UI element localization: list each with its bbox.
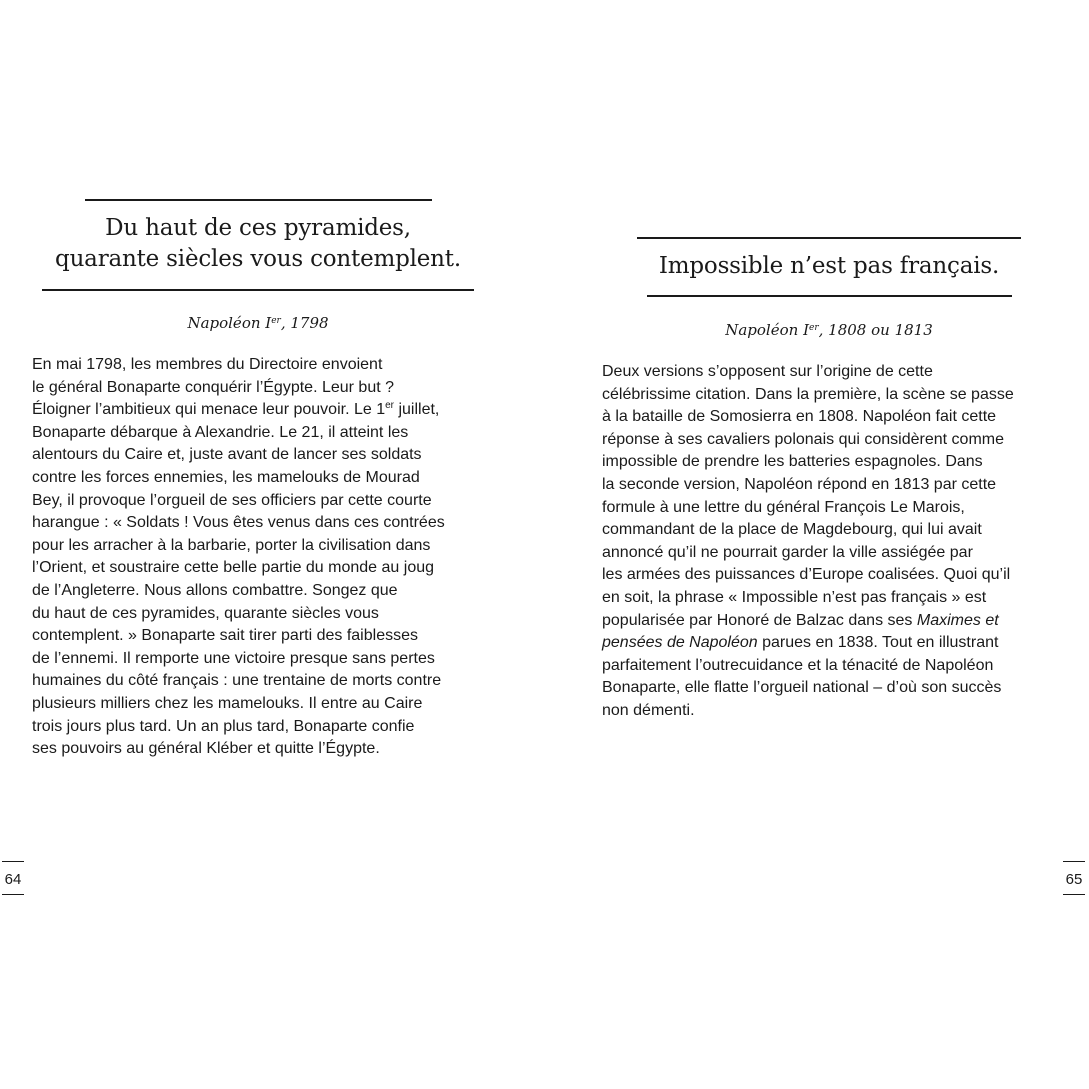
paragraph-line: réponse à ses cavaliers polonais qui considèrent comme [602, 430, 1004, 448]
paragraph-line: Éloigner l’ambitieux qui menace leur pouvoir. Le 1er juillet, [32, 400, 440, 419]
paragraph-line: en soit, la phrase « Impossible n’est pas français » est [602, 588, 987, 606]
paragraph-line: formule à une lettre du général François Le Marois, [602, 498, 965, 516]
paragraph-line: contre les forces ennemies, les mamelouks de Mourad [32, 468, 420, 486]
paragraph-line: non démenti. [602, 701, 695, 719]
paragraph-line: Bey, il provoque l’orgueil de ses officiers par cette courte [32, 491, 432, 509]
page-number-bottom-rule [1063, 894, 1085, 895]
title-top-rule [637, 237, 1021, 239]
paragraph-line: impossible de prendre les batteries espagnoles. Dans [602, 453, 983, 471]
page-number-bottom-rule [2, 894, 24, 895]
paragraph-line: les armées des puissances d’Europe coalisées. Quoi qu’il [602, 566, 1011, 584]
paragraph-line: de l’Angleterre. Nous allons combattre. Songez que [32, 581, 398, 599]
right-paragraph [602, 361, 1014, 723]
paragraph-line: En mai 1798, les membres du Directoire envoient [32, 356, 383, 373]
left-title-line2: quarante siècles vous contemplent. [55, 246, 461, 272]
page-number-right: 65 [1065, 871, 1083, 888]
page-number-top-rule [1063, 861, 1085, 862]
paragraph-line: plusieurs milliers chez les mamelouks. Il entre au Caire [32, 694, 423, 712]
paragraph-line: du haut de ces pyramides, quarante siècles vous [32, 604, 379, 622]
paragraph-line: annoncé qu’il ne pourrait garder la ville assiégée par [602, 543, 973, 561]
paragraph-line: harangue : « Soldats ! Vous êtes venus dans ces contrées [32, 514, 445, 532]
right-attribution: Napoléon Ier, 1808 ou 1813 [725, 321, 933, 339]
title-bottom-rule [647, 295, 1012, 297]
right-page [544, 0, 1089, 1089]
title-top-rule [85, 199, 432, 201]
paragraph-line: commandant de la place de Magdebourg, qui lui avait [602, 521, 982, 539]
paragraph-line: popularisée par Honoré de Balzac dans ses Maximes et [602, 611, 999, 629]
left-title [20, 213, 496, 275]
paragraph-line: ses pouvoirs au général Kléber et quitte l’Égypte. [32, 740, 380, 758]
left-page [0, 0, 544, 1089]
title-bottom-rule [42, 289, 474, 291]
paragraph-line: Bonaparte débarque à Alexandrie. Le 21, il atteint les [32, 423, 409, 441]
paragraph-line: pour les arracher à la barbarie, porter la civilisation dans [32, 536, 431, 554]
paragraph-line: trois jours plus tard. Un an plus tard, Bonaparte confie [32, 717, 415, 735]
left-attribution: Napoléon Ier, 1798 [187, 314, 329, 332]
paragraph-line: parfaitement l’outrecuidance et la ténacité de Napoléon [602, 656, 994, 674]
paragraph-line: le général Bonaparte conquérir l’Égypte. Leur but ? [32, 378, 395, 396]
paragraph-line: célébrissime citation. Dans la première, la scène se passe [602, 385, 1014, 403]
paragraph-line: de l’ennemi. Il remporte une victoire presque sans pertes [32, 649, 435, 667]
left-title-line1: Du haut de ces pyramides, [105, 215, 411, 241]
paragraph-line: l’Orient, et soustraire cette belle partie du monde au joug [32, 559, 435, 577]
left-paragraph [32, 354, 445, 761]
paragraph-line: humaines du côté français : une trentaine de morts contre [32, 672, 442, 690]
paragraph-line: contemplent. » Bonaparte sait tirer parti des faiblesses [32, 627, 418, 645]
paragraph-line: la seconde version, Napoléon répond en 1813 par cette [602, 475, 997, 493]
paragraph-line: Bonaparte, elle flatte l’orgueil national – d’où son succès [602, 679, 1002, 697]
paragraph-line: alentours du Caire et, juste avant de lancer ses soldats [32, 446, 422, 464]
page-number-left: 64 [4, 871, 22, 888]
paragraph-line: pensées de Napoléon parues en 1838. Tout en illustrant [602, 634, 999, 652]
paragraph-line: à la bataille de Somosierra en 1808. Napoléon fait cette [602, 408, 997, 426]
right-title: Impossible n’est pas français. [658, 253, 1000, 279]
page-number-top-rule [2, 861, 24, 862]
paragraph-line: Deux versions s’opposent sur l’origine de cette [602, 363, 933, 380]
